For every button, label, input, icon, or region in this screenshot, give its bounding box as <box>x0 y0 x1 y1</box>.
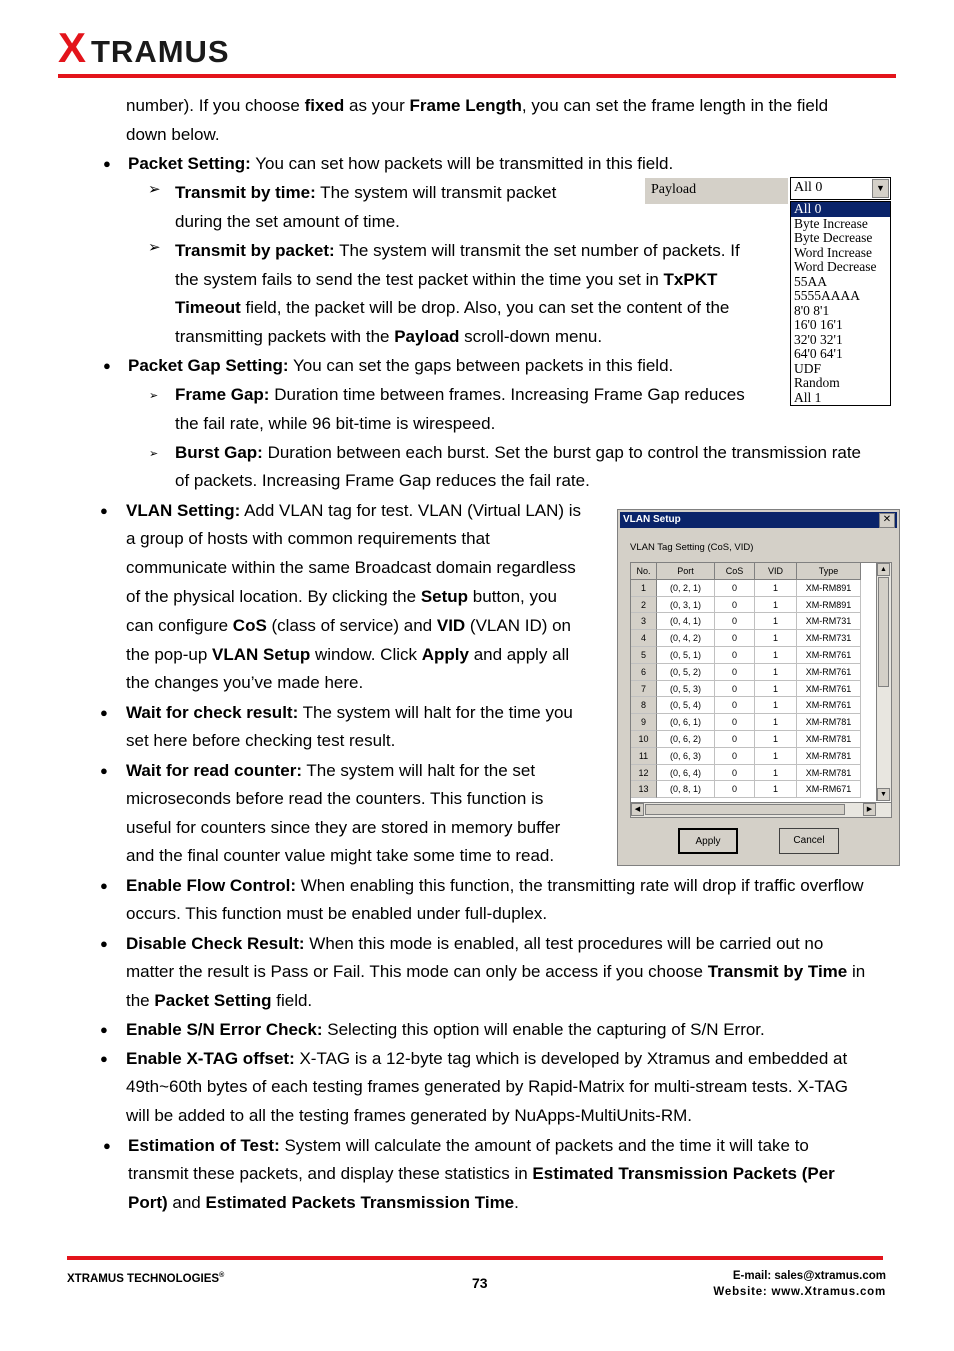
table-cell[interactable]: XM-RM761 <box>797 664 861 681</box>
table-cell[interactable]: 0 <box>715 597 755 614</box>
table-row[interactable] <box>631 580 891 597</box>
footer-rule <box>67 1256 883 1260</box>
vlan-line-3: communicate within the same Broadcast domain regardless <box>126 558 576 577</box>
table-cell[interactable]: 3 <box>631 613 657 630</box>
table-cell[interactable]: 0 <box>715 681 755 698</box>
table-cell[interactable]: (0, 6, 3) <box>657 748 715 765</box>
table-cell[interactable]: (0, 6, 1) <box>657 714 715 731</box>
flow-line-2: occurs. This function must be enabled under full-duplex. <box>126 904 548 923</box>
disable-check-line-2: matter the result is Pass or Fail. This mode can only be access if you choose Transmit by Time in <box>126 962 866 981</box>
frame-gap: Frame Gap: Duration time between frames. Increasing Frame Gap reduces <box>175 385 745 404</box>
vlan-line-5: can configure CoS (class of service) and VID (VLAN ID) on <box>126 616 572 635</box>
table-cell[interactable]: XM-RM761 <box>797 681 861 698</box>
bullet-icon: ● <box>100 705 108 720</box>
table-cell[interactable]: (0, 5, 4) <box>657 697 715 714</box>
payload-options-list[interactable] <box>790 201 891 406</box>
table-cell[interactable]: (0, 5, 2) <box>657 664 715 681</box>
arrow-bullet-icon: ➢ <box>149 448 159 460</box>
table-row[interactable] <box>631 647 891 664</box>
disable-check-line-3: the Packet Setting field. <box>126 991 313 1010</box>
vlan-line-2: a group of hosts with common requirements that <box>126 529 490 548</box>
table-cell[interactable]: 10 <box>631 731 657 748</box>
table-cell[interactable]: XM-RM731 <box>797 613 861 630</box>
payload-label: Payload <box>645 177 788 204</box>
col-vid[interactable]: VID <box>755 563 797 580</box>
table-cell[interactable]: (0, 6, 4) <box>657 765 715 782</box>
footer-company: XTRAMUS TECHNOLOGIES® <box>67 1272 225 1285</box>
col-port[interactable]: Port <box>657 563 715 580</box>
table-cell[interactable]: 0 <box>715 731 755 748</box>
table-cell[interactable]: 1 <box>755 781 797 798</box>
table-row[interactable] <box>631 613 891 630</box>
dialog-subtitle: VLAN Tag Setting (CoS, VID) <box>630 542 754 553</box>
dialog-title: VLAN Setup <box>623 514 681 525</box>
bullet-icon: ● <box>103 156 111 171</box>
table-cell[interactable]: 0 <box>715 765 755 782</box>
payload-selected-value: All 0 <box>794 180 823 195</box>
table-cell[interactable]: 8 <box>631 697 657 714</box>
vlan-setup-dialog <box>617 509 900 866</box>
table-cell[interactable]: (0, 4, 2) <box>657 630 715 647</box>
payload-option[interactable]: 32'0 32'1 <box>794 331 843 347</box>
enable-flow-control: Enable Flow Control: When enabling this function, the transmitting rate will drop if traffic overflow <box>126 876 864 895</box>
table-cell[interactable]: 0 <box>715 781 755 798</box>
table-cell[interactable]: XM-RM891 <box>797 580 861 597</box>
table-cell[interactable]: 0 <box>715 580 755 597</box>
table-cell[interactable]: (0, 8, 1) <box>657 781 715 798</box>
table-cell[interactable]: 0 <box>715 664 755 681</box>
estimation-of-test: Estimation of Test: System will calculate the amount of packets and the time it will take to <box>128 1136 809 1155</box>
payload-option[interactable]: 16'0 16'1 <box>794 317 843 332</box>
table-row[interactable] <box>631 731 891 748</box>
page-number: 73 <box>472 1275 488 1291</box>
payload-option[interactable]: Random <box>794 375 840 390</box>
payload-option[interactable]: All 1 <box>794 389 822 405</box>
table-cell[interactable]: 12 <box>631 765 657 782</box>
packet-setting: Packet Setting: You can set how packets will be transmitted in this field. <box>128 154 674 173</box>
table-cell[interactable]: 6 <box>631 664 657 681</box>
wait-read-line-4: and the final counter value might take some time to read. <box>126 846 555 865</box>
payload-option[interactable]: Word Increase <box>794 244 872 260</box>
vlan-line-4: of the physical location. By clicking the Setup button, you <box>126 587 557 606</box>
cancel-button[interactable]: Cancel <box>779 828 839 854</box>
table-cell[interactable]: XM-RM781 <box>797 714 861 731</box>
table-cell[interactable]: 1 <box>755 664 797 681</box>
scroll-down-icon[interactable]: ▼ <box>877 788 890 801</box>
table-cell[interactable]: 0 <box>715 613 755 630</box>
transmit-by-packet-line-3: Timeout field, the packet will be drop. Also, you can set the content of the <box>175 298 730 317</box>
horizontal-scrollbar[interactable] <box>631 802 891 817</box>
table-cell[interactable]: XM-RM781 <box>797 731 861 748</box>
wait-read-counter: Wait for read counter: The system will halt for the set <box>126 761 536 780</box>
table-cell[interactable]: 1 <box>755 697 797 714</box>
wait-check-result: Wait for check result: The system will halt for the time you <box>126 703 573 722</box>
bullet-icon: ● <box>103 1138 111 1153</box>
footer-contact <box>640 1268 886 1300</box>
payload-option[interactable]: 5555AAAA <box>794 288 860 303</box>
chevron-down-icon[interactable]: ▼ <box>872 179 889 198</box>
payload-option[interactable]: Word Decrease <box>794 259 877 274</box>
table-cell[interactable]: 7 <box>631 681 657 698</box>
scroll-left-icon[interactable]: ◀ <box>631 803 644 816</box>
intro-line-2: down below. <box>126 125 220 144</box>
table-row[interactable] <box>631 748 891 765</box>
bullet-icon: ● <box>100 503 108 518</box>
col-no[interactable]: No. <box>631 563 657 580</box>
table-cell[interactable]: 1 <box>755 748 797 765</box>
table-row[interactable] <box>631 664 891 681</box>
payload-option[interactable]: 64'0 64'1 <box>794 346 843 361</box>
payload-option[interactable]: 55AA <box>794 273 827 289</box>
scroll-thumb[interactable] <box>878 577 889 687</box>
scroll-up-icon[interactable]: ▲ <box>877 563 890 576</box>
table-cell[interactable]: XM-RM731 <box>797 630 861 647</box>
table-cell[interactable]: XM-RM781 <box>797 748 861 765</box>
bullet-icon: ● <box>103 358 111 373</box>
table-cell[interactable]: 1 <box>631 580 657 597</box>
table-cell[interactable]: (0, 4, 1) <box>657 613 715 630</box>
enable-xtag-offset: Enable X-TAG offset: X-TAG is a 12-byte tag which is developed by Xtramus and embedded at <box>126 1049 848 1068</box>
arrow-bullet-icon: ➢ <box>148 239 161 256</box>
table-cell[interactable]: 9 <box>631 714 657 731</box>
scroll-right-icon[interactable]: ▶ <box>863 803 876 816</box>
table-row[interactable] <box>631 781 891 798</box>
table-cell[interactable]: XM-RM891 <box>797 597 861 614</box>
table-cell[interactable]: 2 <box>631 597 657 614</box>
col-type[interactable]: Type <box>797 563 861 580</box>
payload-select[interactable] <box>790 177 891 200</box>
transmit-by-packet-line-4: transmitting packets with the Payload scroll-down menu. <box>175 327 603 346</box>
transmit-by-time: Transmit by time: The system will transmit packet <box>175 183 557 202</box>
packet-gap-setting: Packet Gap Setting: You can set the gaps between packets in this field. <box>128 356 674 375</box>
payload-option[interactable]: 8'0 8'1 <box>794 302 830 318</box>
table-cell[interactable]: 1 <box>755 714 797 731</box>
table-cell[interactable]: 1 <box>755 597 797 614</box>
vlan-grid[interactable] <box>630 562 892 818</box>
burst-gap-line-2: of packets. Increasing Frame Gap reduces the fail rate. <box>175 471 590 490</box>
vertical-scrollbar[interactable] <box>876 563 891 801</box>
table-cell[interactable]: 1 <box>755 647 797 664</box>
intro-line-1: number). If you choose fixed as your Frame Length, you can set the frame length in the field <box>126 96 829 115</box>
logo-x: X <box>58 24 87 71</box>
arrow-bullet-icon: ➢ <box>148 181 161 198</box>
payload-option[interactable]: Byte Increase <box>794 215 868 231</box>
disable-check-result: Disable Check Result: When this mode is enabled, all test procedures will be carried out no <box>126 934 824 953</box>
table-cell[interactable]: 1 <box>755 630 797 647</box>
estimation-line-2: transmit these packets, and display these statistics in Estimated Transmission Packets (Per <box>128 1164 835 1183</box>
table-cell[interactable]: (0, 6, 2) <box>657 731 715 748</box>
bullet-icon: ● <box>100 878 108 893</box>
footer-website[interactable]: Website: www.Xtramus.com <box>713 1286 886 1298</box>
table-cell[interactable]: 13 <box>631 781 657 798</box>
table-row[interactable] <box>631 681 891 698</box>
table-cell[interactable]: 1 <box>755 613 797 630</box>
transmit-by-packet: Transmit by packet: The system will transmit the set number of packets. If <box>175 241 740 260</box>
wait-read-line-3: useful for counters since they are stored in memory buffer <box>126 818 561 837</box>
table-cell[interactable]: 0 <box>715 630 755 647</box>
table-cell[interactable]: 0 <box>715 748 755 765</box>
vlan-setting: VLAN Setting: Add VLAN tag for test. VLAN (Virtual LAN) is <box>126 501 582 520</box>
table-cell[interactable]: 5 <box>631 647 657 664</box>
arrow-bullet-icon: ➢ <box>149 390 159 402</box>
dialog-titlebar <box>620 512 897 528</box>
frame-gap-line-2: the fail rate, while 96 bit-time is wirespeed. <box>175 414 496 433</box>
burst-gap: Burst Gap: Duration between each burst. Set the burst gap to control the transmission rate <box>175 443 862 462</box>
table-cell[interactable]: XM-RM761 <box>797 647 861 664</box>
table-cell[interactable]: (0, 3, 1) <box>657 597 715 614</box>
payload-option[interactable]: All 0 <box>791 202 890 217</box>
scroll-thumb[interactable] <box>645 804 845 815</box>
table-cell[interactable]: 1 <box>755 580 797 597</box>
table-cell[interactable]: 0 <box>715 647 755 664</box>
table-row[interactable] <box>631 597 891 614</box>
table-row[interactable] <box>631 765 891 782</box>
table-row[interactable] <box>631 697 891 714</box>
table-cell[interactable]: XM-RM671 <box>797 781 861 798</box>
wait-read-line-2: microseconds before read the counters. This function is <box>126 789 544 808</box>
bullet-icon: ● <box>100 936 108 951</box>
close-icon[interactable]: ✕ <box>879 513 895 528</box>
table-cell[interactable]: 4 <box>631 630 657 647</box>
table-cell[interactable]: 11 <box>631 748 657 765</box>
grid-body <box>631 580 891 798</box>
table-cell[interactable]: (0, 5, 3) <box>657 681 715 698</box>
footer-email[interactable]: E-mail: sales@xtramus.com <box>732 1270 886 1282</box>
table-cell[interactable]: (0, 2, 1) <box>657 580 715 597</box>
header-rule <box>58 74 896 78</box>
table-cell[interactable]: 0 <box>715 697 755 714</box>
logo-text: TRAMUS <box>91 34 230 69</box>
table-cell[interactable]: XM-RM781 <box>797 765 861 782</box>
bullet-icon: ● <box>100 1022 108 1037</box>
enable-sn-error-check: Enable S/N Error Check: Selecting this option will enable the capturing of S/N Error. <box>126 1020 765 1039</box>
wait-check-line-2: set here before checking test result. <box>126 731 396 750</box>
table-cell[interactable]: 1 <box>755 681 797 698</box>
payload-option[interactable]: UDF <box>794 360 822 376</box>
xtag-line-3: will be added to all the testing frames generated by NuApps-MultiUnits-RM. <box>126 1106 692 1125</box>
payload-option[interactable]: Byte Decrease <box>794 230 873 245</box>
vlan-line-6: the pop-up VLAN Setup window. Click Apply and apply all <box>126 645 570 664</box>
table-row[interactable] <box>631 630 891 647</box>
col-cos[interactable]: CoS <box>715 563 755 580</box>
bullet-icon: ● <box>100 1051 108 1066</box>
table-cell[interactable]: 1 <box>755 731 797 748</box>
apply-button[interactable]: Apply <box>678 828 738 854</box>
transmit-by-time-line-2: during the set amount of time. <box>175 212 400 231</box>
table-cell[interactable]: 1 <box>755 765 797 782</box>
bullet-icon: ● <box>100 763 108 778</box>
estimation-line-3: Port) and Estimated Packets Transmission Time. <box>128 1193 519 1212</box>
xtag-line-2: 49th~60th bytes of each testing frames generated by Rapid-Matrix for multi-stream tests. X-TAG <box>126 1077 849 1096</box>
table-row[interactable] <box>631 714 891 731</box>
vlan-line-7: the changes you’ve made here. <box>126 673 364 692</box>
table-cell[interactable]: 0 <box>715 714 755 731</box>
grid-header <box>631 563 891 580</box>
transmit-by-packet-line-2: the system fails to send the test packet within the time you set in TxPKT <box>175 270 718 289</box>
table-cell[interactable]: (0, 5, 1) <box>657 647 715 664</box>
table-cell[interactable]: XM-RM761 <box>797 697 861 714</box>
